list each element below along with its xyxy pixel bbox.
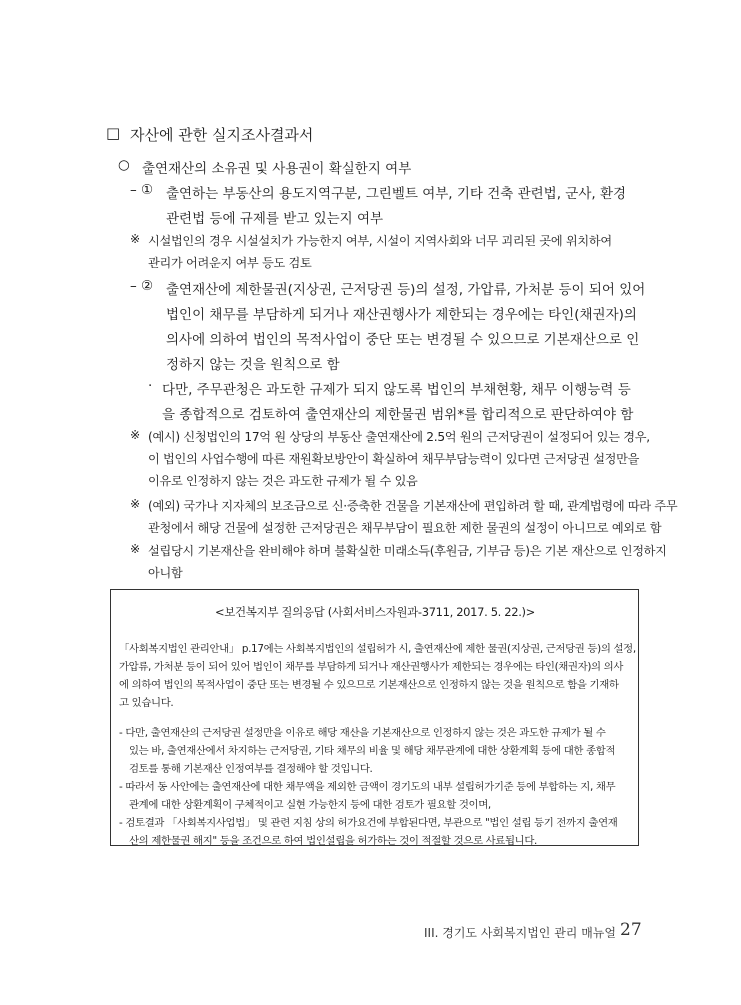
qa-box-line: 에 의하여 법인의 목적사업이 중단 또는 변경될 수 있으므로 기본재산으로 인정하지 않는 것을 원칙으로 함을 기재하: [119, 679, 619, 691]
qa-box-line: 고 있습니다.: [119, 697, 174, 709]
detail-marker: ·: [148, 378, 153, 394]
qa-box-title: <보건복지부 질의응답 (사회서비스자원과-3711, 2017. 5. 22.)>: [215, 605, 535, 619]
qa-box-line: 관계에 대한 상환계획이 구체적이고 실현 가능한지 등에 대한 검토가 필요할 것이며,: [129, 799, 491, 811]
sub-item-marker: – ①: [130, 182, 154, 198]
note-marker: ※: [130, 232, 140, 246]
section-title: 자산에 관한 실지조사결과서: [130, 126, 314, 144]
qa-box-line: - 따라서 동 사안에는 출연재산에 대한 채무액을 제외한 금액이 경기도의 내부 설립허가기준 등에 부합하는 지, 채무: [119, 781, 616, 793]
note-line: 이 법인의 사업수행에 따른 재원확보방안이 확실하여 채무부담능력이 있다면 근저당권 설정만을: [148, 452, 640, 466]
item-marker: ○: [118, 157, 130, 173]
note-line: 시설법인의 경우 시설설치가 가능한지 여부, 시설이 지역사회와 너무 괴리된 곳에 위치하여: [148, 234, 612, 248]
sub-item-line: 정하지 않는 것을 원칙으로 함: [166, 357, 340, 373]
qa-box-line: 산의 제한물권 해지" 등을 조건으로 하여 법인설립을 허가하는 것이 적절할 것으로 사료됩니다.: [129, 835, 537, 847]
sub-item-line: 의사에 의하여 법인의 목적사업이 중단 또는 변경될 수 있으므로 기본재산으로 인: [166, 332, 640, 348]
qa-box-line: 있는 바, 출연재산에서 차지하는 근저당권, 기타 채무의 비율 및 해당 채무관계에 대한 상환계획 등에 대한 종합적: [129, 745, 616, 757]
qa-box-line: 가압류, 가처분 등이 되어 있어 법인이 채무를 부담하게 되거나 재산권행사가 제한되는 경우에는 타인(채권자)의 의사: [119, 661, 624, 673]
qa-box-line: 검토를 통해 기본재산 인정여부를 결정해야 할 것입니다.: [129, 763, 373, 775]
note-line: (예외) 국가나 지자체의 보조금으로 신·증축한 건물을 기본재산에 편입하려 할 때, 관계법령에 따라 주무: [148, 499, 678, 513]
note-line: 이유로 인정하지 않는 것은 과도한 규제가 될 수 있음: [148, 474, 418, 488]
note-line: 아니함: [148, 566, 183, 580]
item-text: 출연재산의 소유권 및 사용권이 확실한지 여부: [142, 161, 412, 177]
note-line: (예시) 신청법인의 17억 원 상당의 부동산 출연재산에 2.5억 원의 근저당권이 설정되어 있는 경우,: [148, 430, 650, 444]
qa-box-line: - 검토결과 「사회복지사업법」 및 관련 지침 상의 허가요건에 부합된다면, 부관으로 "법인 설립 등기 전까지 출연재: [119, 817, 618, 829]
note-line: 설립당시 기본재산을 완비해야 하며 불확실한 미래소득(후원금, 기부금 등)은 기본 재산으로 인정하지: [148, 544, 667, 558]
sub-item-marker: – ②: [130, 278, 154, 294]
note-marker: ※: [130, 497, 140, 511]
sub-item-line: 출연재산에 제한물권(지상권, 근저당권 등)의 설정, 가압류, 가처분 등이 되어 있어: [166, 282, 646, 298]
sub-item-line: 관련법 등에 규제를 받고 있는지 여부: [166, 211, 384, 227]
sub-item-line: 출연하는 부동산의 용도지역구분, 그린벨트 여부, 기타 건축 관련법, 군사, 환경: [166, 186, 627, 202]
detail-line: 다만, 주무관청은 과도한 규제가 되지 않도록 법인의 부채현황, 채무 이행능력 등: [162, 382, 631, 398]
page-number: 27: [620, 920, 642, 940]
footer-chapter-title: III. 경기도 사회복지법인 관리 매뉴얼: [424, 926, 616, 940]
note-marker: ※: [130, 542, 140, 556]
sub-item-line: 법인이 채무를 부담하게 되거나 재산권행사가 제한되는 경우에는 타인(채권자)의: [166, 307, 637, 323]
qa-box: [110, 589, 639, 846]
note-line: 관리가 어려운지 여부 등도 검토: [148, 256, 312, 270]
note-marker: ※: [130, 428, 140, 442]
section-marker: □: [106, 124, 121, 142]
qa-box-line: 「사회복지법인 관리안내」 p.17에는 사회복지법인의 설립허가 시, 출연재산에 제한 물권(지상권, 근저당권 등)의 설정,: [119, 643, 636, 655]
detail-line: 을 종합적으로 검토하여 출연재산의 제한물권 범위*를 합리적으로 판단하여야 함: [162, 407, 634, 423]
qa-box-line: - 다만, 출연재산의 근저당권 설정만을 이유로 해당 재산을 기본재산으로 인정하지 않는 것은 과도한 규제가 될 수: [119, 727, 606, 739]
note-line: 관청에서 해당 건물에 설정한 근저당권은 채무부담이 필요한 제한 물권의 설정이 아니므로 예외로 함: [148, 521, 662, 535]
